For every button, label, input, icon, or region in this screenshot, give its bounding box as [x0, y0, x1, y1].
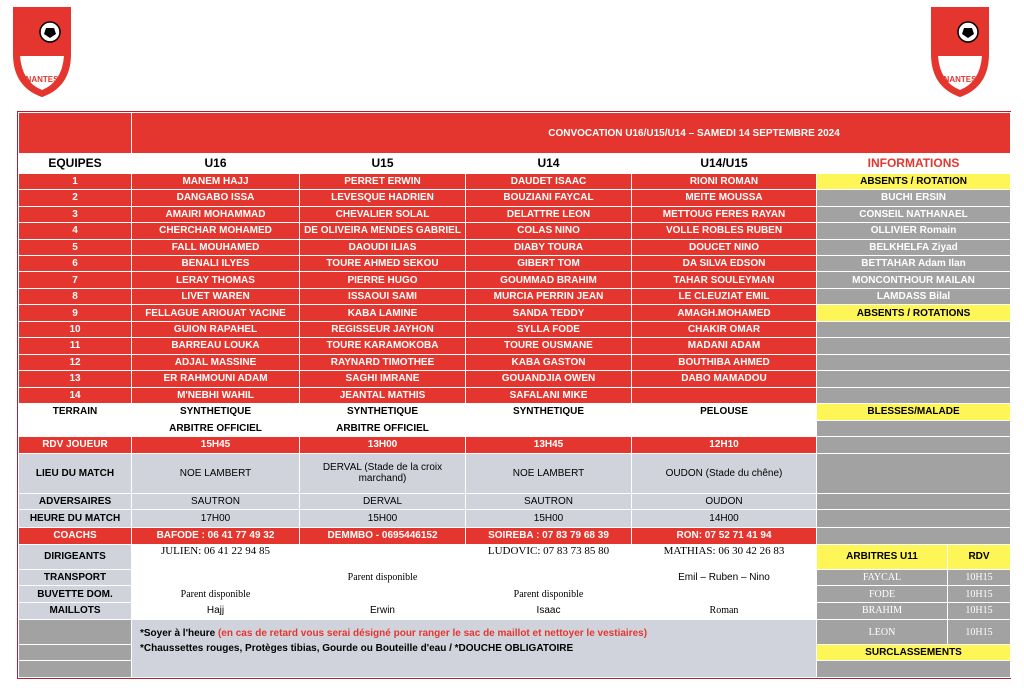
maillot-u1415: Roman: [632, 602, 817, 619]
player-u15: JEANTAL MATHIS: [300, 387, 466, 404]
adversaire-u15: DERVAL: [300, 493, 466, 509]
player-u1415: [632, 387, 817, 404]
row-label: RDV JOUEUR: [19, 437, 132, 453]
buvette-u15: [300, 586, 466, 602]
player-u16: FELLAGUE ARIOUAT YACINE: [132, 305, 300, 321]
row-label: MAILLOTS: [19, 602, 132, 619]
maillots-row: [19, 602, 1011, 619]
player-u16: M'NEBHI WAHIL: [132, 387, 300, 404]
player-row: [19, 239, 1011, 255]
player-u15: TOURE AHMED SEKOU: [300, 255, 466, 271]
player-number: 5: [19, 239, 132, 255]
terrain-u15: SYNTHETIQUE: [300, 404, 466, 420]
player-u14: SAFALANI MIKE: [466, 387, 632, 404]
terrain-u16: SYNTHETIQUE: [132, 404, 300, 420]
info-absents-rotation: ABSENTS / ROTATION: [817, 173, 1011, 189]
player-u1415: AMAGH.MOHAMED: [632, 305, 817, 321]
transport-u15: Parent disponible: [300, 569, 466, 585]
info-rdv: RDV: [948, 545, 1011, 570]
header-row: [19, 154, 1011, 174]
arbitre-u15: ARBITRE OFFICIEL: [300, 420, 466, 436]
arbitre-u11-name: LEON: [817, 620, 948, 645]
player-u14: DIABY TOURA: [466, 239, 632, 255]
notes-row-1: [19, 620, 1011, 645]
player-u1415: MEITE MOUSSA: [632, 190, 817, 206]
header-u14: U14: [466, 154, 632, 174]
info-name: BELKHELFA Ziyad: [817, 239, 1011, 255]
coach-u14: SOIREBA : 07 83 79 68 39: [466, 527, 632, 544]
player-u16: CHERCHAR MOHAMED: [132, 223, 300, 239]
player-u16: BENALI ILYES: [132, 255, 300, 271]
arbitre-u11-time: 10H15: [948, 602, 1011, 619]
player-u16: ADJAL MASSINE: [132, 354, 300, 370]
terrain-u1415: PELOUSE: [632, 404, 817, 420]
lieu-row: [19, 453, 1011, 493]
player-number: 10: [19, 321, 132, 337]
player-u14: MURCIA PERRIN JEAN: [466, 288, 632, 304]
info-arbitres-u11: ARBITRES U11: [817, 545, 948, 570]
player-u14: DELATTRE LEON: [466, 206, 632, 222]
player-u1415: LE CLEUZIAT EMIL: [632, 288, 817, 304]
heure-u1415: 14H00: [632, 510, 817, 527]
player-u14: GOUMMAD BRAHIM: [466, 272, 632, 288]
player-u16: MANEM HAJJ: [132, 173, 300, 189]
player-u14: GIBERT TOM: [466, 255, 632, 271]
terrain-row: [19, 404, 1011, 420]
player-u1415: DABO MAMADOU: [632, 371, 817, 387]
lieu-u1415: OUDON (Stade du chêne): [632, 453, 817, 493]
info-name: LAMDASS Bilal: [817, 288, 1011, 304]
rdv-u15: 13H00: [300, 437, 466, 453]
info-name: OLLIVIER Romain: [817, 223, 1011, 239]
coach-u16: BAFODE : 06 41 77 49 32: [132, 527, 300, 544]
header-u16: U16: [132, 154, 300, 174]
player-number: 8: [19, 288, 132, 304]
row-label: LIEU DU MATCH: [19, 453, 132, 493]
player-number: 6: [19, 255, 132, 271]
player-u15: ISSAOUI SAMI: [300, 288, 466, 304]
player-number: 1: [19, 173, 132, 189]
club-logo-right: [928, 6, 992, 98]
notes-box: [132, 620, 817, 678]
lieu-u15: DERVAL (Stade de la croix marchand): [300, 453, 466, 493]
player-u14: BOUZIANI FAYCAL: [466, 190, 632, 206]
player-u14: DAUDET ISAAC: [466, 173, 632, 189]
buvette-row: [19, 586, 1011, 602]
player-row: [19, 371, 1011, 387]
transport-u14: [466, 569, 632, 585]
info-surclassements: SURCLASSEMENTS: [817, 644, 1011, 660]
buvette-u14: Parent disponible: [466, 586, 632, 602]
info-name: BUCHI ERSIN: [817, 190, 1011, 206]
info-name: CONSEIL NATHANAEL: [817, 206, 1011, 222]
player-number: 14: [19, 387, 132, 404]
terrain-u14: SYNTHETIQUE: [466, 404, 632, 420]
player-row: [19, 255, 1011, 271]
player-number: 7: [19, 272, 132, 288]
arbitre-u11-time: 10H15: [948, 569, 1011, 585]
player-u16: BARREAU LOUKA: [132, 338, 300, 354]
arbitre-u11-name: FODE: [817, 586, 948, 602]
row-label: COACHS: [19, 527, 132, 544]
player-u1415: CHAKIR OMAR: [632, 321, 817, 337]
player-u1415: TAHAR SOULEYMAN: [632, 272, 817, 288]
player-u16: LERAY THOMAS: [132, 272, 300, 288]
heure-u16: 17H00: [132, 510, 300, 527]
dirigeants-row: [19, 545, 1011, 570]
heure-row: [19, 510, 1011, 527]
maillot-u16: Hajj: [132, 602, 300, 619]
buvette-u1415: [632, 586, 817, 602]
adversaires-row: [19, 493, 1011, 509]
transport-u16: [132, 569, 300, 585]
row-label: DIRIGEANTS: [19, 545, 132, 570]
player-u15: DE OLIVEIRA MENDES GABRIEL: [300, 223, 466, 239]
player-row: [19, 173, 1011, 189]
player-u1415: METTOUG FERES RAYAN: [632, 206, 817, 222]
player-number: 2: [19, 190, 132, 206]
heure-u15: 15H00: [300, 510, 466, 527]
rdv-u1415: 12H10: [632, 437, 817, 453]
arbitre-u16: ARBITRE OFFICIEL: [132, 420, 300, 436]
dirigeant-u14: LUDOVIC: 07 83 73 85 80: [466, 545, 632, 570]
player-row: [19, 321, 1011, 337]
player-u16: LIVET WAREN: [132, 288, 300, 304]
logo-text: NANTES: [25, 75, 59, 84]
transport-row: [19, 569, 1011, 585]
player-row: [19, 272, 1011, 288]
dirigeant-u1415: MATHIAS: 06 30 42 26 83: [632, 545, 817, 570]
player-u16: ER RAHMOUNI ADAM: [132, 371, 300, 387]
lieu-u14: NOE LAMBERT: [466, 453, 632, 493]
note-punctuality: *Soyer à l'heure: [140, 628, 218, 640]
player-u1415: DOUCET NINO: [632, 239, 817, 255]
player-number: 13: [19, 371, 132, 387]
player-u15: DAOUDI ILIAS: [300, 239, 466, 255]
player-u1415: DA SILVA EDSON: [632, 255, 817, 271]
rdv-row: [19, 437, 1011, 453]
player-row: [19, 387, 1011, 404]
row-label: TERRAIN: [19, 404, 132, 420]
player-number: 3: [19, 206, 132, 222]
row-label: BUVETTE DOM.: [19, 586, 132, 602]
player-row: [19, 288, 1011, 304]
player-u15: LEVESQUE HADRIEN: [300, 190, 466, 206]
title-row: [19, 113, 1011, 154]
maillot-u14: Isaac: [466, 602, 632, 619]
player-row: [19, 354, 1011, 370]
header-u15: U15: [300, 154, 466, 174]
arbitre-u11-name: FAYCAL: [817, 569, 948, 585]
dirigeant-u16: JULIEN: 06 41 22 94 85: [132, 545, 300, 570]
adversaire-u14: SAUTRON: [466, 493, 632, 509]
player-row: [19, 206, 1011, 222]
arbitre-u11-time: 10H15: [948, 586, 1011, 602]
adversaire-u1415: OUDON: [632, 493, 817, 509]
player-u14: GOUANDJIA OWEN: [466, 371, 632, 387]
arbitre-u11-time: 10H15: [948, 620, 1011, 645]
transport-u1415: Emil – Ruben – Nino: [632, 569, 817, 585]
rdv-u16: 15H45: [132, 437, 300, 453]
club-logo-left: [10, 6, 74, 98]
coach-u1415: RON: 07 52 71 41 94: [632, 527, 817, 544]
dirigeant-u15: [300, 545, 466, 570]
player-u15: CHEVALIER SOLAL: [300, 206, 466, 222]
rdv-u14: 13H45: [466, 437, 632, 453]
arbitre-row: [19, 420, 1011, 436]
player-u15: KABA LAMINE: [300, 305, 466, 321]
buvette-u16: Parent disponible: [132, 586, 300, 602]
player-u16: DANGABO ISSA: [132, 190, 300, 206]
player-u16: FALL MOUHAMED: [132, 239, 300, 255]
player-u1415: RIONI ROMAN: [632, 173, 817, 189]
player-u14: TOURE OUSMANE: [466, 338, 632, 354]
player-u14: KABA GASTON: [466, 354, 632, 370]
player-row: [19, 305, 1011, 321]
header-u1415: U14/U15: [632, 154, 817, 174]
player-u15: RAYNARD TIMOTHEE: [300, 354, 466, 370]
header-informations: INFORMATIONS: [817, 154, 1011, 174]
player-u15: TOURE KARAMOKOBA: [300, 338, 466, 354]
player-number: 9: [19, 305, 132, 321]
convocation-sheet: [17, 111, 1011, 679]
info-name: BETTAHAR Adam Ilan: [817, 255, 1011, 271]
coachs-row: [19, 527, 1011, 544]
coach-u15: DEMMBO - 0695446152: [300, 527, 466, 544]
player-u16: GUION RAPAHEL: [132, 321, 300, 337]
player-u1415: BOUTHIBA AHMED: [632, 354, 817, 370]
adversaire-u16: SAUTRON: [132, 493, 300, 509]
note-late-warning: (en cas de retard vous serai désigné pour ranger le sac de maillot et nettoyer le vestiaires): [217, 628, 648, 640]
player-u15: PERRET ERWIN: [300, 173, 466, 189]
player-row: [19, 338, 1011, 354]
player-u15: SAGHI IMRANE: [300, 371, 466, 387]
info-absents-rotations: ABSENTS / ROTATIONS: [817, 305, 1011, 321]
player-u1415: MADANI ADAM: [632, 338, 817, 354]
player-u1415: VOLLE ROBLES RUBEN: [632, 223, 817, 239]
lieu-u16: NOE LAMBERT: [132, 453, 300, 493]
player-u15: PIERRE HUGO: [300, 272, 466, 288]
logo-text: NANTES: [943, 75, 977, 84]
page-title: CONVOCATION U16/U15/U14 – SAMEDI 14 SEPTEMBRE 2024: [132, 113, 1011, 154]
arbitre-u11-name: BRAHIM: [817, 602, 948, 619]
player-u14: SANDA TEDDY: [466, 305, 632, 321]
header-equipes: EQUIPES: [19, 154, 132, 174]
note-equipment: *Chaussettes rouges, Protèges tibias, Gourde ou Bouteille d'eau / *DOUCHE OBLIGATOIRE: [140, 643, 574, 655]
info-blesses: BLESSES/MALADE: [817, 404, 1011, 420]
info-name: MONCONTHOUR MAILAN: [817, 272, 1011, 288]
row-label: ADVERSAIRES: [19, 493, 132, 509]
player-number: 12: [19, 354, 132, 370]
player-u14: SYLLA FODE: [466, 321, 632, 337]
heure-u14: 15H00: [466, 510, 632, 527]
player-u16: AMAIRI MOHAMMAD: [132, 206, 300, 222]
player-u15: REGISSEUR JAYHON: [300, 321, 466, 337]
player-number: 11: [19, 338, 132, 354]
row-label: HEURE DU MATCH: [19, 510, 132, 527]
player-row: [19, 223, 1011, 239]
player-u14: COLAS NINO: [466, 223, 632, 239]
player-number: 4: [19, 223, 132, 239]
convocation-table: [18, 112, 1011, 678]
player-row: [19, 190, 1011, 206]
row-label: TRANSPORT: [19, 569, 132, 585]
maillot-u15: Erwin: [300, 602, 466, 619]
